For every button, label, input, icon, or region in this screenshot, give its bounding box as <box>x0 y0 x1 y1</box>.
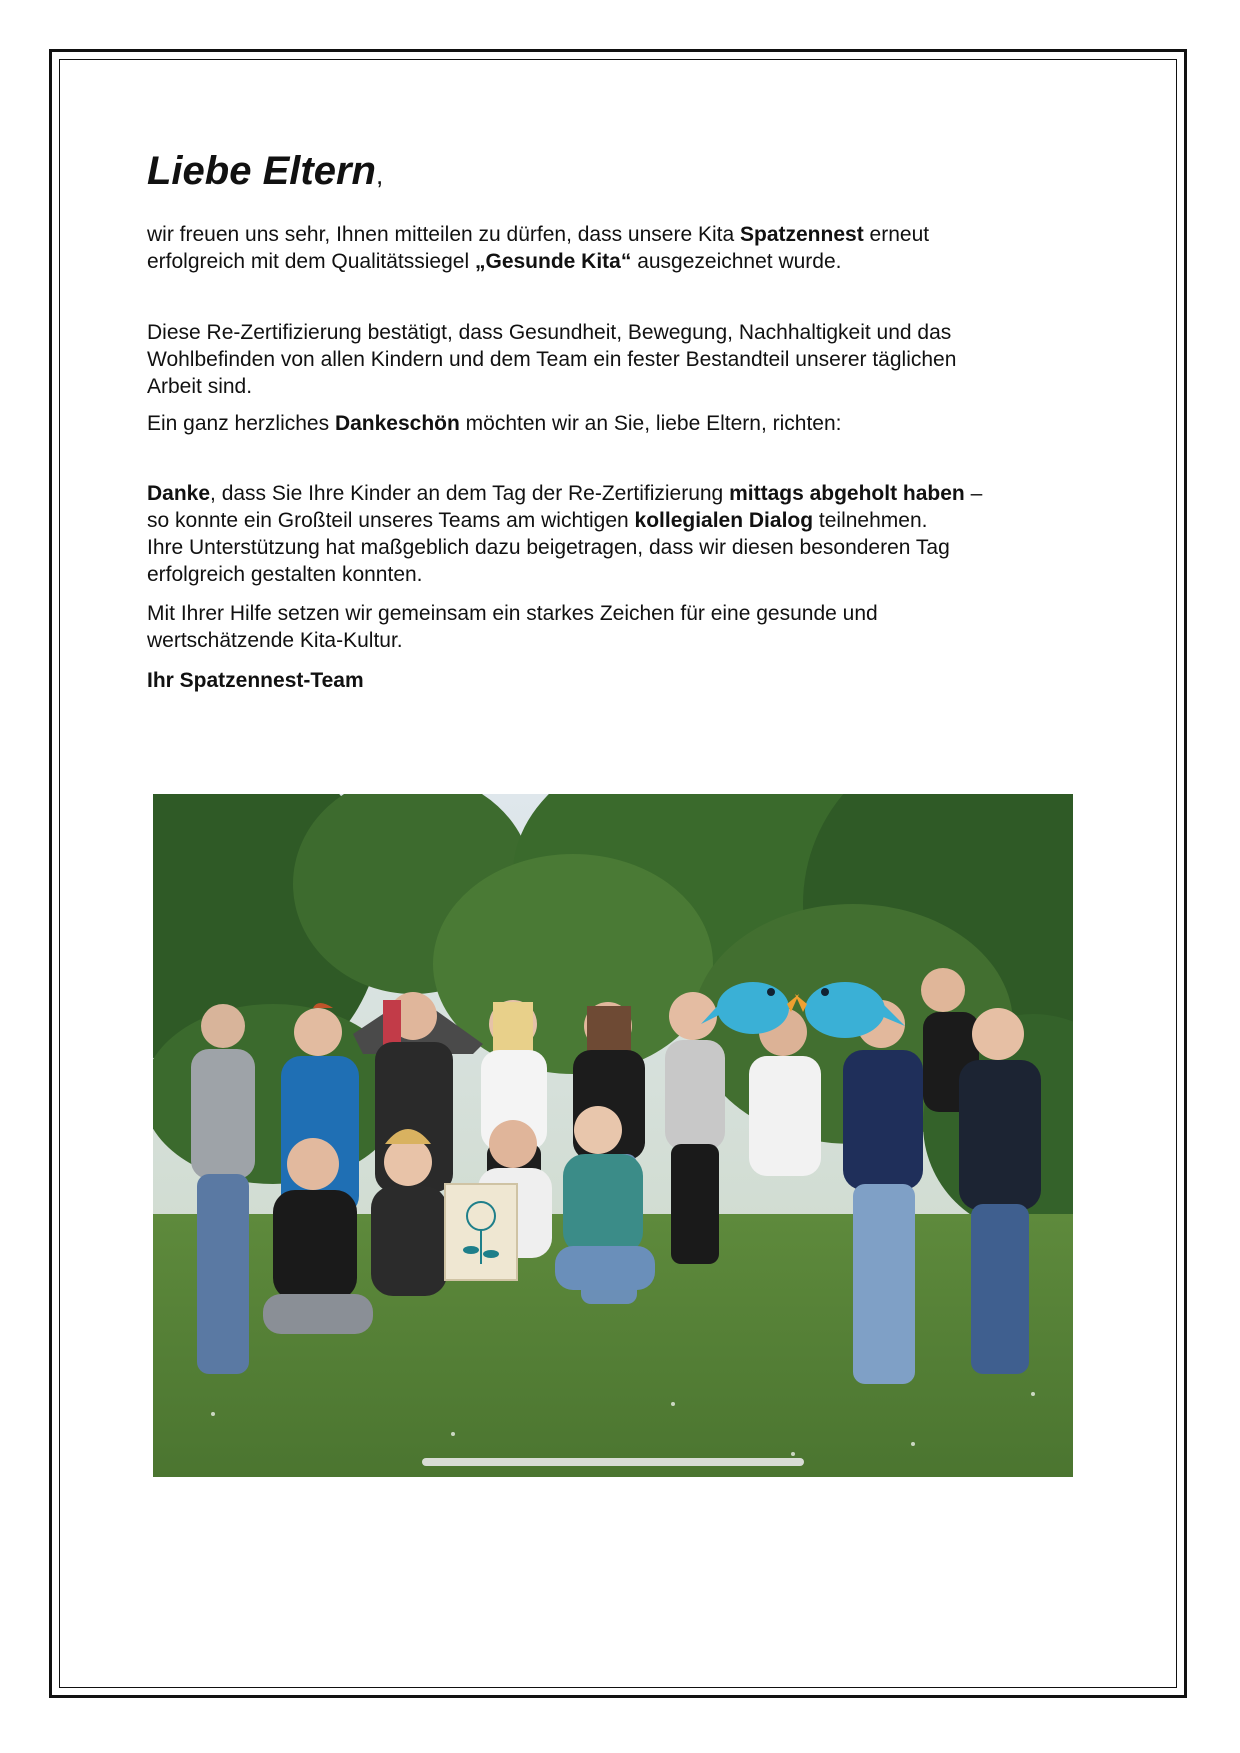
seal-name: „Gesunde Kita“ <box>474 250 632 273</box>
text-line: Arbeit sind. <box>147 375 253 398</box>
danke-word: Danke <box>147 482 211 505</box>
text-run: teilnehmen. <box>813 509 928 532</box>
text-run: Ein ganz herzliches <box>147 412 335 435</box>
scroll-indicator[interactable] <box>422 1458 804 1466</box>
signature-text: Ihr Spatzennest-Team <box>147 669 364 692</box>
text-line: erfolgreich gestalten konnten. <box>147 563 423 586</box>
paragraph-certification <box>147 319 1087 400</box>
greeting-comma: , <box>375 160 384 190</box>
greeting-heading <box>147 145 1087 201</box>
text-run: möchten wir an Sie, liebe Eltern, richten: <box>459 412 842 435</box>
certificate-board <box>445 1184 517 1280</box>
text-run: erfolgreich mit dem Qualitätssiegel <box>147 250 475 273</box>
text-run: – <box>964 482 983 505</box>
paragraph-closing <box>147 600 1087 654</box>
kita-name: Spatzennest <box>740 223 864 246</box>
text-line: Diese Re-Zertifizierung bestätigt, dass Gesundheit, Bewegung, Nachhaltigkeit und das <box>147 321 952 344</box>
text-line: Wohlbefinden von allen Kindern und dem Team ein fester Bestandteil unserer täglichen <box>147 348 957 371</box>
paragraph-thanks-intro <box>147 410 1087 437</box>
text-line: wertschätzende Kita-Kultur. <box>147 629 403 652</box>
greeting-text: Liebe Eltern <box>147 149 376 193</box>
paragraph-thanks-detail <box>147 480 1087 588</box>
thanks-word: Dankeschön <box>334 412 460 435</box>
text-run: ausgezeichnet wurde. <box>631 250 842 273</box>
text-run: , dass Sie Ihre Kinder an dem Tag der Re-Zertifizierung <box>210 482 730 505</box>
text-run: wir freuen uns sehr, Ihnen mitteilen zu dürfen, dass unsere Kita <box>147 223 740 246</box>
text-run: erneut <box>863 223 930 246</box>
text-line: Mit Ihrer Hilfe setzen wir gemeinsam ein starkes Zeichen für eine gesunde und <box>147 602 878 625</box>
team-photo <box>153 794 1073 1477</box>
paragraph-announcement <box>147 221 1087 275</box>
team-photo-illustration <box>153 794 1073 1477</box>
text-line: Ihre Unterstützung hat maßgeblich dazu beigetragen, dass wir diesen besonderen Tag <box>147 536 950 559</box>
letter-body <box>147 145 1087 694</box>
signature <box>147 667 1087 694</box>
dialog-phrase: kollegialen Dialog <box>634 509 814 532</box>
pickup-phrase: mittags abgeholt haben <box>729 482 965 505</box>
text-run: so konnte ein Großteil unseres Teams am wichtigen <box>147 509 635 532</box>
